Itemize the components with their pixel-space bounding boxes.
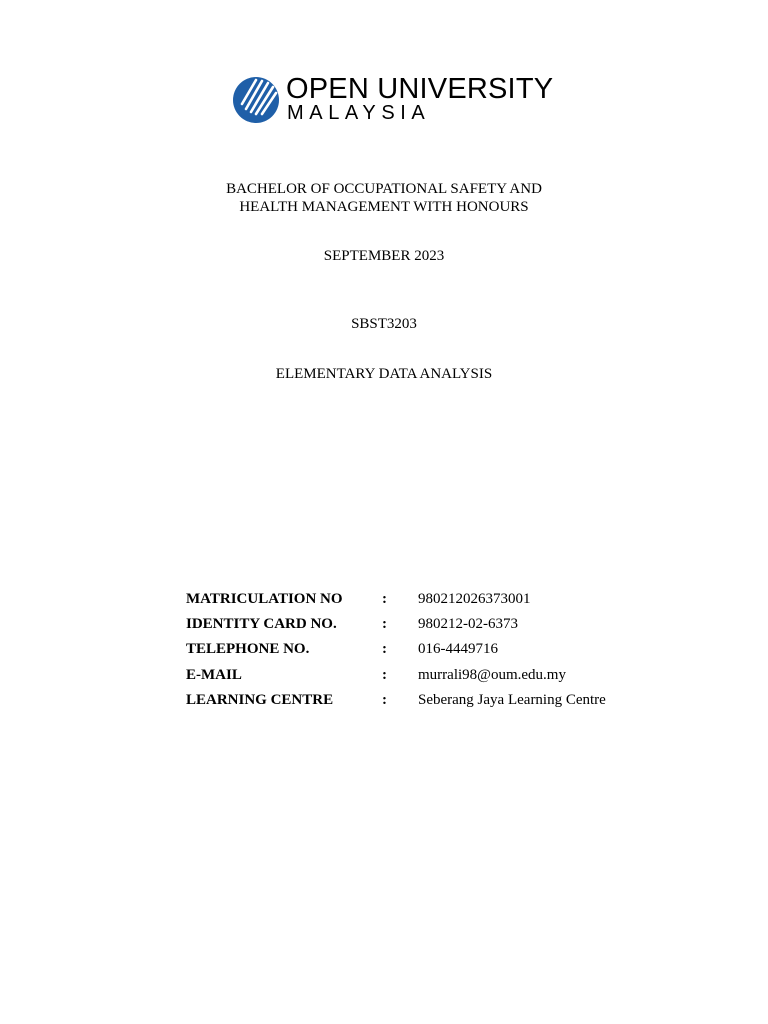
oum-emblem-icon (232, 76, 280, 124)
details-value: 980212-02-6373 (418, 616, 518, 633)
programme-title-line2: HEALTH MANAGEMENT WITH HONOURS (239, 199, 529, 215)
details-separator: : (382, 591, 387, 607)
details-value: 980212026373001 (418, 591, 531, 607)
details-label: LEARNING CENTRE (186, 691, 334, 708)
details-separator: : (382, 641, 387, 658)
course-title: ELEMENTARY DATA ANALYSIS (275, 366, 493, 382)
details-value: Seberang Jaya Learning Centre (418, 691, 606, 708)
details-separator: : (382, 666, 387, 683)
details-separator: : (382, 691, 387, 708)
course-code: SBST3203 (351, 316, 417, 332)
logo-wordmark-line2: MALAYSIA (287, 102, 431, 124)
logo-wordmark-line1: OPEN UNIVERSITY (286, 73, 554, 105)
details-value: murrali98@oum.edu.my (418, 666, 566, 683)
details-label: TELEPHONE NO. (186, 641, 310, 658)
details-separator: : (382, 616, 387, 633)
semester: SEPTEMBER 2023 (323, 248, 445, 264)
details-label: E-MAIL (186, 666, 242, 683)
programme-title-line1: BACHELOR OF OCCUPATIONAL SAFETY AND (226, 181, 542, 197)
programme-title (0, 180, 768, 216)
details-value: 016-4449716 (418, 641, 498, 658)
university-logo (232, 73, 554, 126)
details-label: MATRICULATION NO (186, 591, 343, 607)
details-label: IDENTITY CARD NO. (186, 616, 337, 633)
